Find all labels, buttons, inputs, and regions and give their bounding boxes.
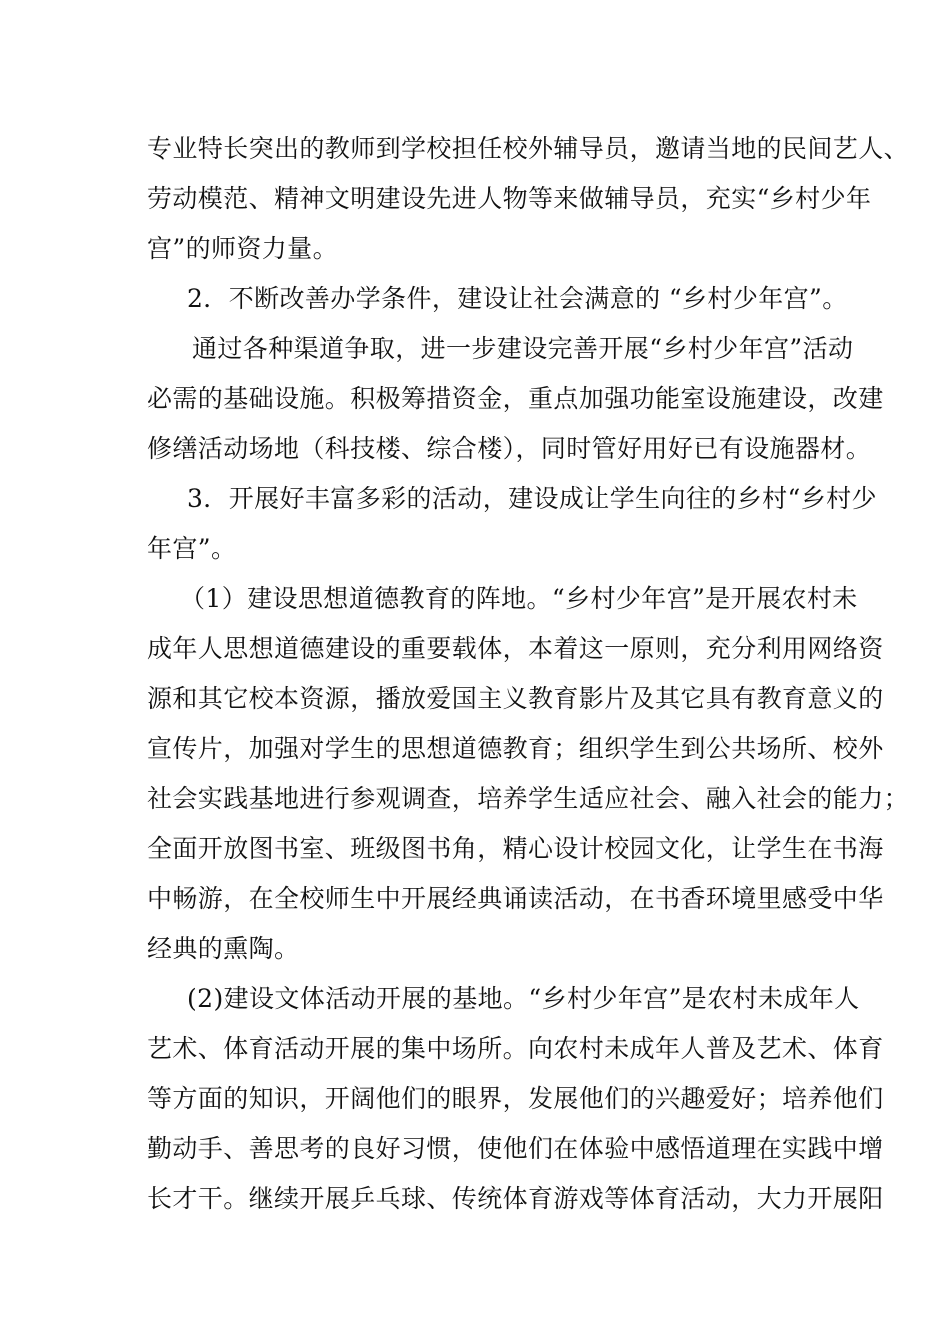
- text-line: 修缮活动场地（科技楼、综合楼），同时管好用好已有设施器材。: [147, 434, 872, 463]
- text-line: 勤动手、善思考的良好习惯，使他们在体验中感悟道理在实践中增: [147, 1134, 884, 1163]
- text-line: （1）建设思想道德教育的阵地。“乡村少年宫”是开展农村未: [180, 584, 858, 613]
- text-line: 长才干。继续开展乒乓球、传统体育游戏等体育活动，大力开展阳: [147, 1184, 884, 1213]
- text-line: 宣传片，加强对学生的思想道德教育；组织学生到公共场所、校外: [147, 734, 884, 763]
- text-line: 通过各种渠道争取，进一步建设完善开展“乡村少年宫”活动: [192, 334, 854, 363]
- text-line: 必需的基础设施。积极筹措资金，重点加强功能室设施建设，改建: [147, 384, 884, 413]
- text-line: 源和其它校本资源，播放爱国主义教育影片及其它具有教育意义的: [147, 684, 884, 713]
- text-line: 等方面的知识，开阔他们的眼界，发展他们的兴趣爱好；培养他们: [147, 1084, 884, 1113]
- section-heading: 3．开展好丰富多彩的活动，建设成让学生向往的乡村“乡村少: [187, 484, 877, 513]
- text-line: 宫”的师资力量。: [147, 234, 338, 263]
- section-heading: 年宫”。: [147, 534, 237, 563]
- text-line: 专业特长突出的教师到学校担任校外辅导员，邀请当地的民间艺人、: [147, 134, 910, 163]
- text-line: 艺术、体育活动开展的集中场所。向农村未成年人普及艺术、体育: [147, 1034, 884, 1063]
- text-line: (2)建设文体活动开展的基地。“乡村少年宫”是农村未成年人: [187, 984, 860, 1013]
- text-line: 中畅游，在全校师生中开展经典诵读活动，在书香环境里感受中华: [147, 884, 884, 913]
- section-heading: 2．不断改善办学条件，建设让社会满意的 “乡村少年宫”。: [187, 284, 848, 313]
- text-line: 经典的熏陶。: [147, 934, 300, 963]
- text-line: 全面开放图书室、班级图书角，精心设计校园文化，让学生在书海: [147, 834, 884, 863]
- text-line: 劳动模范、精神文明建设先进人物等来做辅导员，充实“乡村少年: [147, 184, 872, 213]
- text-line: 成年人思想道德建设的重要载体，本着这一原则，充分利用网络资: [147, 634, 884, 663]
- text-line: 社会实践基地进行参观调查，培养学生适应社会、融入社会的能力；: [147, 784, 910, 813]
